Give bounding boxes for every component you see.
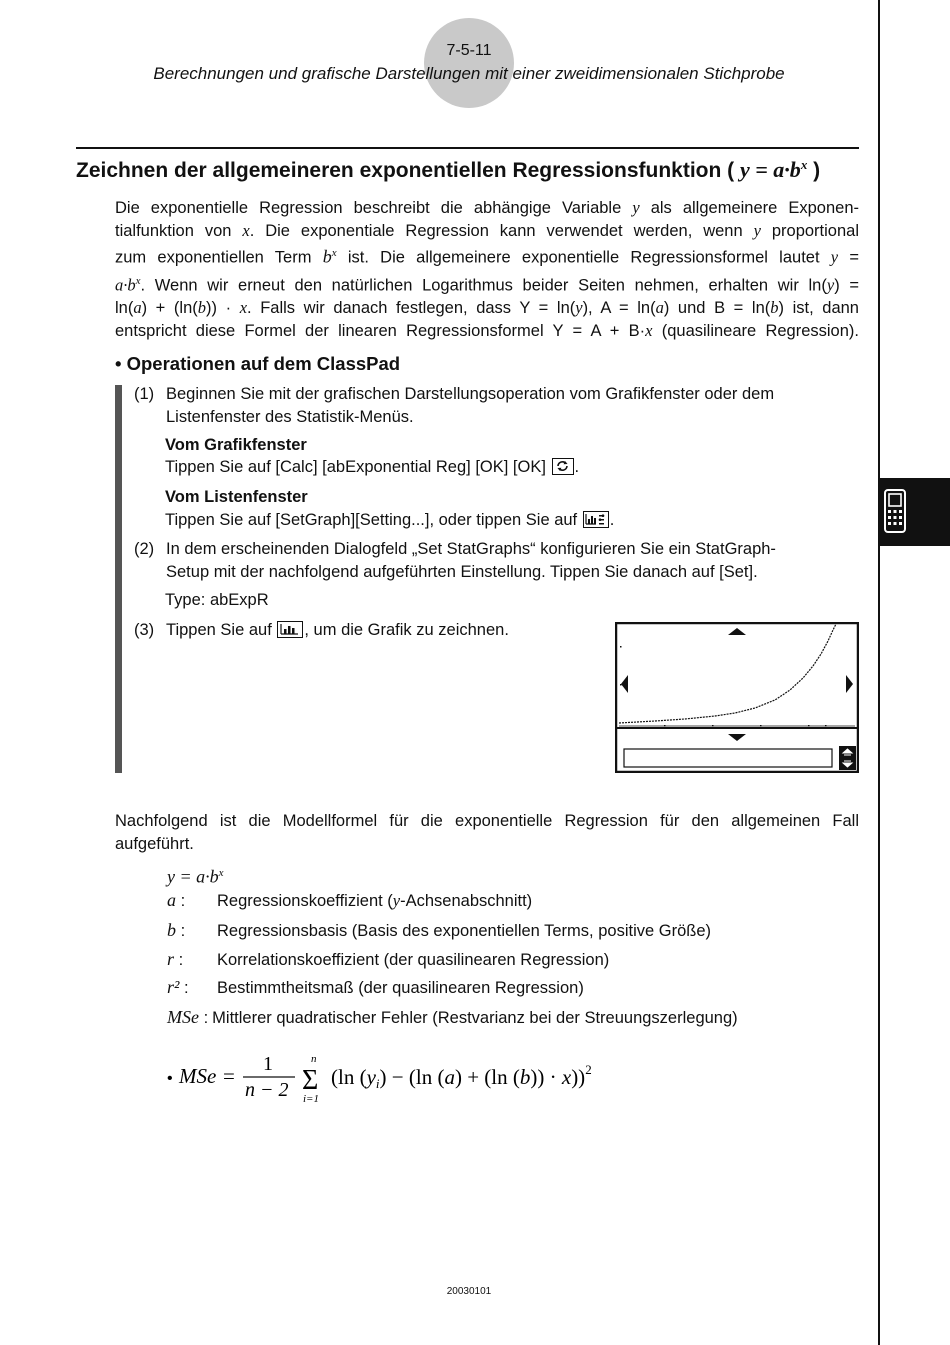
model-intro: Nachfolgend ist die Modellformel für die exponentielle Regression für den allgemeinen Fall aufgeführt. [115,812,859,853]
intro-line-4: $a\cdot b^x$. Wenn wir erneut den natürlichen Logarithmus beider Seiten nehmen, erhalten wir ln(y) = [115,274,859,295]
definition-text: Korrelationskoeffizient (der quasilinearen Regression) [217,951,610,969]
draw-graph-icon[interactable] [277,621,303,638]
definition-text: Regressionskoeffizient ( [217,892,393,910]
svg-text:1: 1 [263,1053,273,1075]
list-window-heading: Vom Listenfenster [165,488,308,506]
intro-line-2: tialfunktion von x. Die exponentiale Regression kann verwendet werden, wenn y proportional [115,220,859,240]
definition-separator: : [198,1009,209,1027]
definition-symbol: r [167,949,175,969]
definition-symbol: b [167,920,176,940]
step-1-text: Beginnen Sie mit der grafischen Darstellungsoperation vom Grafikfenster oder dem Listenfenster des Statistik-Menüs. [166,385,775,426]
message-bar [624,749,832,767]
section-rule [76,147,859,149]
svg-text:Σ: Σ [302,1065,319,1096]
definition-text: Mittlerer quadratischer Fehler (Restvarianz bei der Streuungszerlegung) [212,1009,738,1027]
definition-symbol: MSe [167,1007,199,1027]
intro-line-1: Die exponentielle Regression beschreibt die abhängige Variable y als allgemeinere Exponen- [115,198,859,217]
definition-row [167,948,609,971]
model-formula: $y = a\cdot b^x$ [167,866,224,887]
svg-text:MSe: MSe [179,1064,217,1088]
definition-row [167,1006,738,1029]
operations-side-bar [115,385,122,773]
graph-window-heading: Vom Grafikfenster [165,436,307,454]
definition-text-end: -Achsenabschnitt) [400,892,533,910]
definition-separator: : [176,892,186,910]
definition-row [167,889,532,912]
definition-row [167,976,584,999]
svg-text:i=1: i=1 [303,1093,319,1105]
chapter-tab [878,478,950,546]
definition-text: Bestimmtheitsmaß (der quasilinearen Regression) [217,979,584,997]
type-setting: Type: abExpR [165,591,269,609]
step-1: (1) [134,385,155,403]
statgraph-setting-icon[interactable] [583,511,609,528]
definition-row [167,919,711,942]
definition-separator: : [174,951,184,969]
svg-text:•: • [167,1070,173,1087]
step-2-text: In dem erscheinenden Dialogfeld „Set StatGraphs“ konfigurieren Sie ein StatGraph- Setup mit der nachfolgend aufgeführten Einstellung. Tippen Sie danach auf [Set]. [166,540,776,581]
section-title: Zeichnen der allgemeineren exponentiellen Regressionsfunktion ( $y = a\cdot b^x$ ) [76,157,821,182]
redraw-icon[interactable] [552,458,574,475]
footer-code: 20030101 [446,1286,492,1297]
page-number: 7-5-11 [446,42,492,59]
right-margin-rule [878,0,880,1345]
page-number-circle [424,18,514,108]
intro-line-3: zum exponentiellen Term $b^x$ ist. Die allgemeinere exponentielle Regressionsformel lautet y = [115,246,859,267]
step-3-text: Tippen Sie auf , um die Grafik zu zeichnen. [166,621,509,639]
definition-text: Regressionsbasis (Basis des exponentiellen Terms, positive Größe) [217,922,712,940]
list-window-text: Tippen Sie auf [SetGraph][Setting...], oder tippen Sie auf . [165,511,615,529]
intro-line-6: entspricht diese Formel der linearen Regressionsformel Y = A + B·x (quasilineare Regression). [115,320,859,340]
step-2: (2) [134,540,155,558]
page-subtitle: Berechnungen und grafische Darstellungen mit einer zweidimensionalen Stichprobe [153,64,785,83]
svg-text:n: n [311,1053,317,1065]
svg-text:n − 2: n − 2 [245,1079,289,1101]
step-3: (3) [134,621,155,639]
operations-heading: • Operationen auf dem ClassPad [115,353,401,374]
definition-symbol: r² [167,977,180,997]
definition-variable: y [392,891,401,910]
definition-separator: : [176,922,186,940]
mse-body: (ln (yi) − (ln (a) + (ln (b)) · x))$^2$ [331,1062,592,1091]
mse-formula [167,1050,667,1120]
definition-separator: : [179,979,189,997]
calculator-icon [878,478,950,546]
classpad-graph-screenshot [615,622,859,773]
svg-text:=: = [223,1064,235,1088]
graph-window-text: Tippen Sie auf [Calc] [abExponential Reg] [OK] [OK] . [165,458,580,476]
intro-paragraph [115,197,859,342]
definition-symbol: a [167,890,176,910]
intro-line-5: ln(a) + (ln(b)) · x. Falls wir danach festlegen, dass Y = ln(y), A = ln(a) und B = ln(b) ist, dann [115,297,859,317]
